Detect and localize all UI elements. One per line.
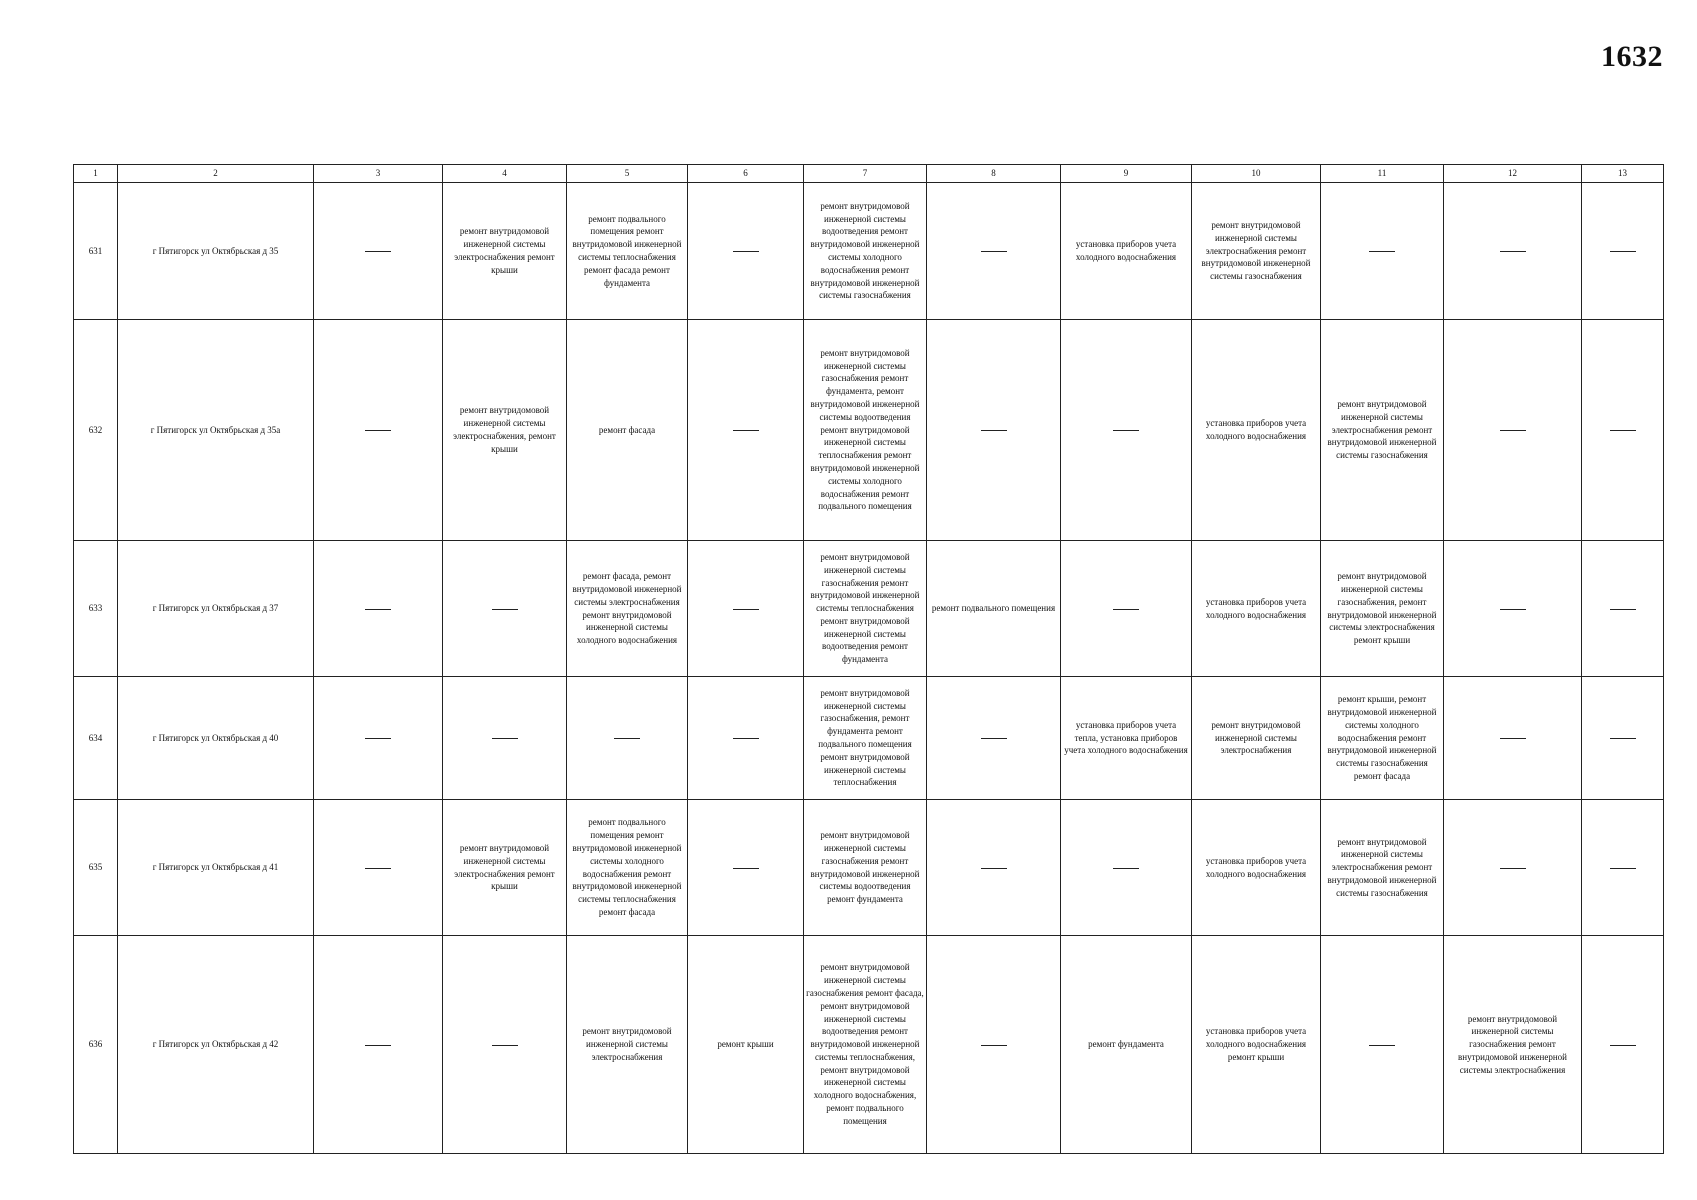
work-cell: ремонт внутридомовой инженерной системы электроснабжения ремонт внутридомовой инженерной системы газоснабжения [1321, 800, 1444, 936]
empty-cell [314, 320, 443, 541]
column-header: 9 [1061, 165, 1192, 183]
work-schedule-table [73, 164, 1664, 1154]
work-cell: ремонт подвального помещения ремонт внутридомовой инженерной системы теплоснабжения ремонт фасада ремонт фундамента [567, 183, 688, 320]
dash-mark [1500, 251, 1526, 252]
empty-cell [688, 800, 804, 936]
empty-cell [688, 320, 804, 541]
address-cell: г Пятигорск ул Октябрьская д 42 [118, 936, 314, 1154]
empty-cell [1444, 800, 1582, 936]
dash-mark [1113, 430, 1139, 431]
dash-mark [1500, 430, 1526, 431]
work-cell: ремонт внутридомовой инженерной системы электроснабжения [1192, 677, 1321, 800]
dash-mark [492, 1045, 518, 1046]
empty-cell [314, 936, 443, 1154]
dash-mark [492, 609, 518, 610]
work-cell: ремонт внутридомовой инженерной системы газоснабжения ремонт внутридомовой инженерной системы теплоснабжения ремонт внутридомовой инженерной системы водоотведения ремонт фундамента [804, 541, 927, 677]
work-cell: ремонт внутридомовой инженерной системы газоснабжения ремонт внутридомовой инженерной системы водоотведения ремонт фундамента [804, 800, 927, 936]
dash-mark [981, 251, 1007, 252]
work-cell: ремонт внутридомовой инженерной системы газоснабжения, ремонт внутридомовой инженерной системы электроснабжения ремонт крыши [1321, 541, 1444, 677]
column-header: 7 [804, 165, 927, 183]
column-header: 13 [1582, 165, 1664, 183]
dash-mark [1610, 609, 1636, 610]
column-header: 6 [688, 165, 804, 183]
empty-cell [1444, 320, 1582, 541]
column-header: 5 [567, 165, 688, 183]
dash-mark [365, 430, 391, 431]
work-cell: ремонт фасада, ремонт внутридомовой инженерной системы электроснабжения ремонт внутридомовой инженерной системы холодного водоснабжения [567, 541, 688, 677]
address-cell: г Пятигорск ул Октябрьская д 40 [118, 677, 314, 800]
address-cell: г Пятигорск ул Октябрьская д 41 [118, 800, 314, 936]
work-cell: установка приборов учета холодного водоснабжения [1192, 541, 1321, 677]
dash-mark [365, 738, 391, 739]
work-cell: ремонт внутридомовой инженерной системы газоснабжения, ремонт фундамента ремонт подвального помещения ремонт внутридомовой инженерной системы теплоснабжения [804, 677, 927, 800]
column-header: 12 [1444, 165, 1582, 183]
empty-cell [1061, 320, 1192, 541]
empty-cell [314, 541, 443, 677]
dash-mark [1610, 251, 1636, 252]
work-cell: ремонт подвального помещения [927, 541, 1061, 677]
column-header: 4 [443, 165, 567, 183]
empty-cell [1582, 936, 1664, 1154]
dash-mark [1113, 609, 1139, 610]
empty-cell [1321, 936, 1444, 1154]
empty-cell [443, 677, 567, 800]
empty-cell [314, 183, 443, 320]
dash-mark [365, 868, 391, 869]
work-cell: ремонт внутридомовой инженерной системы газоснабжения ремонт внутридомовой инженерной системы электроснабжения [1444, 936, 1582, 1154]
address-cell: г Пятигорск ул Октябрьская д 35а [118, 320, 314, 541]
work-cell: ремонт внутридомовой инженерной системы электроснабжения ремонт крыши [443, 183, 567, 320]
column-header: 8 [927, 165, 1061, 183]
dash-mark [614, 738, 640, 739]
column-header: 1 [74, 165, 118, 183]
table-header [74, 165, 1664, 183]
dash-mark [1500, 868, 1526, 869]
empty-cell [1444, 677, 1582, 800]
table-row [74, 677, 1664, 800]
work-cell: ремонт внутридомовой инженерной системы газоснабжения ремонт фундамента, ремонт внутридомовой инженерной системы водоотведения ремонт внутридомовой инженерной системы теплоснабжения ремонт внутридомовой инженерной системы холодного водоснабжения ремонт подвального помещения [804, 320, 927, 541]
dash-mark [733, 430, 759, 431]
work-cell: установка приборов учета тепла, установка приборов учета холодного водоснабжения [1061, 677, 1192, 800]
dash-mark [981, 868, 1007, 869]
page-number: 1632 [1601, 40, 1663, 73]
work-cell: ремонт крыши [688, 936, 804, 1154]
dash-mark [1113, 868, 1139, 869]
column-header: 3 [314, 165, 443, 183]
work-cell: ремонт внутридомовой инженерной системы электроснабжения [567, 936, 688, 1154]
empty-cell [1582, 183, 1664, 320]
empty-cell [1582, 677, 1664, 800]
work-cell: ремонт фундамента [1061, 936, 1192, 1154]
work-cell: ремонт фасада [567, 320, 688, 541]
dash-mark [981, 1045, 1007, 1046]
work-cell: ремонт внутридомовой инженерной системы электроснабжения ремонт внутридомовой инженерной системы газоснабжения [1192, 183, 1321, 320]
row-number: 636 [74, 936, 118, 1154]
work-cell: ремонт подвального помещения ремонт внутридомовой инженерной системы холодного водоснабжения ремонт внутридомовой инженерной системы теплоснабжения ремонт фасада [567, 800, 688, 936]
dash-mark [365, 251, 391, 252]
table-row [74, 320, 1664, 541]
empty-cell [1061, 800, 1192, 936]
empty-cell [927, 800, 1061, 936]
work-cell: ремонт крыши, ремонт внутридомовой инженерной системы холодного водоснабжения ремонт внутридомовой инженерной системы газоснабжения ремонт фасада [1321, 677, 1444, 800]
dash-mark [733, 609, 759, 610]
dash-mark [1610, 868, 1636, 869]
header-row [74, 165, 1664, 183]
row-number: 634 [74, 677, 118, 800]
address-cell: г Пятигорск ул Октябрьская д 37 [118, 541, 314, 677]
empty-cell [567, 677, 688, 800]
table-body [74, 183, 1664, 1154]
empty-cell [688, 677, 804, 800]
empty-cell [1582, 800, 1664, 936]
dash-mark [1610, 738, 1636, 739]
table-row [74, 541, 1664, 677]
work-cell: установка приборов учета холодного водоснабжения [1061, 183, 1192, 320]
work-cell: ремонт внутридомовой инженерной системы газоснабжения ремонт фасада, ремонт внутридомовой инженерной системы водоотведения ремонт внутридомовой инженерной системы теплоснабжения, ремонт внутридомовой инженерной системы холодного водоснабжения, ремонт подвального помещения [804, 936, 927, 1154]
dash-mark [1610, 1045, 1636, 1046]
empty-cell [688, 541, 804, 677]
dash-mark [733, 868, 759, 869]
row-number: 633 [74, 541, 118, 677]
empty-cell [927, 677, 1061, 800]
empty-cell [443, 936, 567, 1154]
work-cell: ремонт внутридомовой инженерной системы электроснабжения, ремонт крыши [443, 320, 567, 541]
dash-mark [1369, 1045, 1395, 1046]
empty-cell [1321, 183, 1444, 320]
empty-cell [443, 541, 567, 677]
empty-cell [1444, 183, 1582, 320]
column-header: 2 [118, 165, 314, 183]
work-cell: ремонт внутридомовой инженерной системы электроснабжения ремонт внутридомовой инженерной системы газоснабжения [1321, 320, 1444, 541]
empty-cell [1582, 541, 1664, 677]
dash-mark [1500, 738, 1526, 739]
dash-mark [733, 251, 759, 252]
empty-cell [927, 183, 1061, 320]
work-cell: ремонт внутридомовой инженерной системы электроснабжения ремонт крыши [443, 800, 567, 936]
empty-cell [314, 677, 443, 800]
empty-cell [1582, 320, 1664, 541]
row-number: 635 [74, 800, 118, 936]
column-header: 11 [1321, 165, 1444, 183]
table-row [74, 800, 1664, 936]
empty-cell [1444, 541, 1582, 677]
dash-mark [365, 609, 391, 610]
address-cell: г Пятигорск ул Октябрьская д 35 [118, 183, 314, 320]
table-row [74, 183, 1664, 320]
dash-mark [1500, 609, 1526, 610]
work-cell: ремонт внутридомовой инженерной системы водоотведения ремонт внутридомовой инженерной системы холодного водоснабжения ремонт внутридомовой инженерной системы газоснабжения [804, 183, 927, 320]
dash-mark [1610, 430, 1636, 431]
dash-mark [981, 430, 1007, 431]
column-header: 10 [1192, 165, 1321, 183]
work-cell: установка приборов учета холодного водоснабжения [1192, 320, 1321, 541]
empty-cell [1061, 541, 1192, 677]
empty-cell [927, 936, 1061, 1154]
table-row [74, 936, 1664, 1154]
work-cell: установка приборов учета холодного водоснабжения [1192, 800, 1321, 936]
dash-mark [492, 738, 518, 739]
dash-mark [981, 738, 1007, 739]
work-cell: установка приборов учета холодного водоснабжения ремонт крыши [1192, 936, 1321, 1154]
row-number: 632 [74, 320, 118, 541]
dash-mark [365, 1045, 391, 1046]
empty-cell [314, 800, 443, 936]
empty-cell [688, 183, 804, 320]
dash-mark [1369, 251, 1395, 252]
empty-cell [927, 320, 1061, 541]
dash-mark [733, 738, 759, 739]
row-number: 631 [74, 183, 118, 320]
